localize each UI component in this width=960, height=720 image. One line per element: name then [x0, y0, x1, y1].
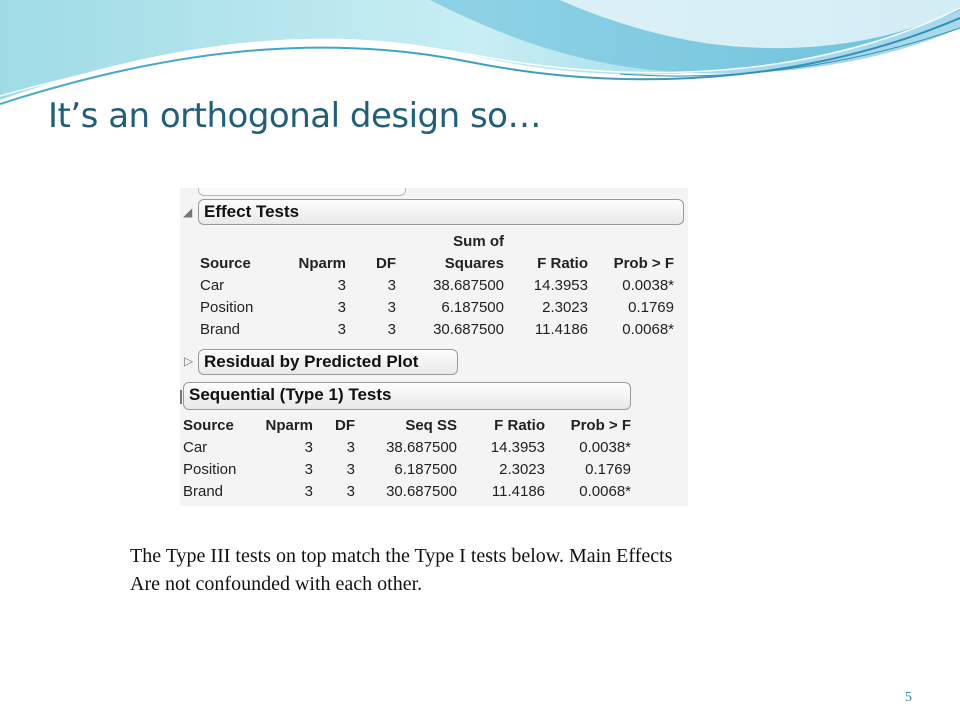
effect-tests-table [200, 231, 674, 341]
sequential-tests-table [183, 415, 631, 503]
cell-seq-ss: 38.687500 [386, 439, 457, 456]
table-row [183, 437, 631, 459]
cell-seq-ss: 6.187500 [394, 461, 457, 478]
cell-df: 3 [346, 439, 355, 456]
table-header-row [200, 253, 674, 275]
table-row [200, 275, 674, 297]
cell-sum-of-squares: 38.687500 [433, 277, 504, 294]
cell-f-ratio: 2.3023 [499, 461, 545, 478]
cell-sum-of-squares: 6.187500 [441, 299, 504, 316]
cell-f-ratio: 11.4186 [491, 483, 545, 500]
table-row [183, 459, 631, 481]
cell-f-ratio: 2.3023 [542, 299, 588, 316]
cell-prob: 0.1769 [628, 299, 674, 316]
cell-prob: 0.0038* [622, 277, 674, 294]
slide-title: It’s an orthogonal design so… [48, 96, 541, 136]
column-header-sum-of: Sum of [453, 233, 504, 250]
caption-line-1: The Type III tests on top match the Type I tests below. Main Effects [130, 545, 673, 567]
caption-line-2: Are not confounded with each other. [130, 573, 423, 595]
cell-df: 3 [387, 299, 396, 316]
table-row [183, 481, 631, 503]
column-header-seq-ss: Seq SS [405, 417, 457, 434]
cell-nparm: 3 [337, 277, 346, 294]
cell-f-ratio: 14.3953 [533, 277, 588, 294]
column-header-source: Source [183, 417, 234, 434]
cell-source: Position [200, 299, 254, 316]
cell-f-ratio: 11.4186 [534, 321, 588, 338]
jmp-report-panel [180, 188, 688, 506]
cell-f-ratio: 14.3953 [490, 439, 545, 456]
cell-sum-of-squares: 30.687500 [433, 321, 504, 338]
cell-source: Position [183, 461, 237, 478]
table-header-row [183, 415, 631, 437]
cell-prob: 0.0068* [579, 483, 631, 500]
cell-nparm: 3 [304, 483, 313, 500]
column-header-f-ratio: F Ratio [494, 417, 545, 434]
cell-df: 3 [387, 321, 396, 338]
page-number: 5 [905, 690, 912, 705]
cell-prob: 0.0038* [579, 439, 631, 456]
cell-source: Car [200, 277, 225, 294]
cell-df: 3 [346, 461, 355, 478]
column-header-df: DF [376, 255, 396, 272]
effect-tests-header[interactable]: Effect Tests [198, 199, 684, 225]
collapsed-triangle-icon[interactable]: ▷ [184, 354, 194, 368]
cell-source: Car [183, 439, 208, 456]
cell-prob: 0.1769 [585, 461, 631, 478]
cell-nparm: 3 [304, 461, 313, 478]
collapsed-outline-tab [198, 188, 406, 196]
cell-seq-ss: 30.687500 [386, 483, 457, 500]
cell-prob: 0.0068* [622, 321, 674, 338]
cell-nparm: 3 [304, 439, 313, 456]
expanded-triangle-icon[interactable]: ◢ [183, 205, 193, 219]
column-header-prob: Prob > F [613, 255, 674, 272]
cell-nparm: 3 [337, 321, 346, 338]
column-header-prob: Prob > F [570, 417, 631, 434]
sequential-tests-header[interactable]: Sequential (Type 1) Tests [183, 382, 631, 410]
column-header-df: DF [335, 417, 355, 434]
table-header-row [200, 231, 674, 253]
residual-plot-header[interactable]: Residual by Predicted Plot [198, 349, 458, 375]
column-header-squares: Squares [444, 255, 504, 272]
cell-source: Brand [200, 321, 241, 338]
column-header-source: Source [200, 255, 251, 272]
slide-caption [130, 542, 850, 598]
header-wave-decoration [0, 0, 960, 110]
column-header-nparm: Nparm [298, 255, 346, 272]
cell-df: 3 [387, 277, 396, 294]
cell-nparm: 3 [337, 299, 346, 316]
outline-edge-marker [180, 390, 182, 404]
table-row [200, 319, 674, 341]
cell-source: Brand [183, 483, 224, 500]
column-header-f-ratio: F Ratio [537, 255, 588, 272]
cell-df: 3 [346, 483, 355, 500]
column-header-nparm: Nparm [265, 417, 313, 434]
table-row [200, 297, 674, 319]
